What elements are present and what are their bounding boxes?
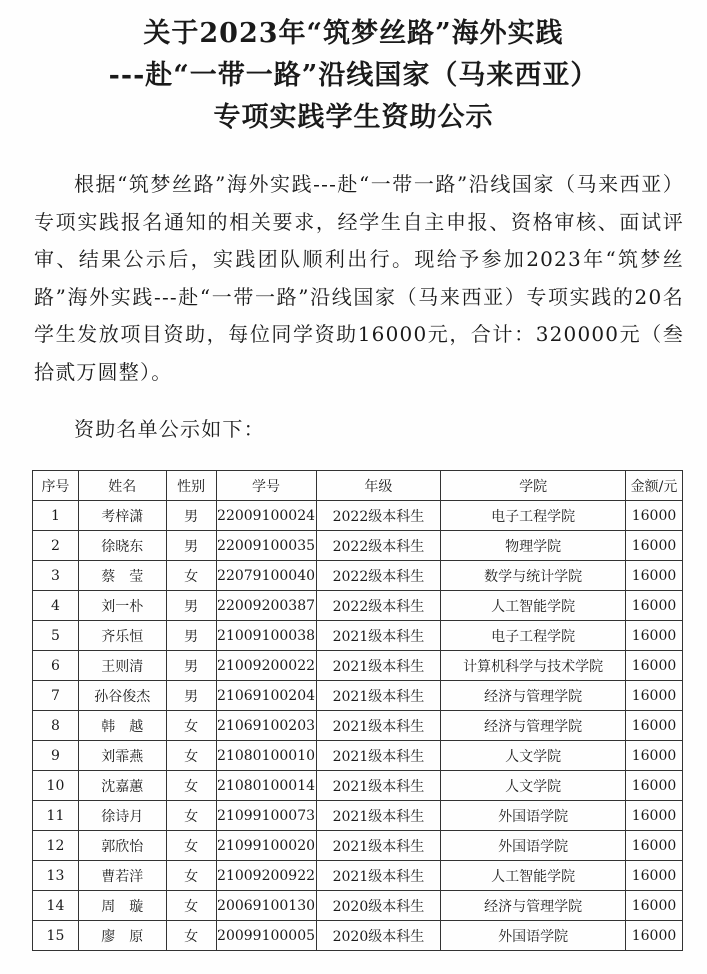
cell-grade: 2021级本科生 xyxy=(316,681,441,711)
list-intro: 资助名单公示如下： xyxy=(74,417,265,441)
cell-grade: 2020级本科生 xyxy=(316,921,441,951)
table-row xyxy=(33,681,683,711)
cell-college: 经济与管理学院 xyxy=(441,891,626,921)
cell-college: 人工智能学院 xyxy=(441,591,626,621)
cell-gender: 男 xyxy=(166,531,216,561)
cell-student-id: 22009200387 xyxy=(216,591,316,621)
cell-college: 电子工程学院 xyxy=(441,501,626,531)
cell-student-id: 21099100020 xyxy=(216,831,316,861)
cell-amount: 16000 xyxy=(626,921,683,951)
cell-amount: 16000 xyxy=(626,741,683,771)
cell-grade: 2021级本科生 xyxy=(316,711,441,741)
table-row xyxy=(33,651,683,681)
table-row xyxy=(33,531,683,561)
cell-gender: 男 xyxy=(166,681,216,711)
cell-name: 韩 越 xyxy=(78,711,166,741)
cell-college: 外国语学院 xyxy=(441,921,626,951)
cell-grade: 2021级本科生 xyxy=(316,861,441,891)
cell-name: 徐诗月 xyxy=(78,801,166,831)
cell-name: 郭欣怡 xyxy=(78,831,166,861)
cell-student-id: 22079100040 xyxy=(216,561,316,591)
cell-grade: 2021级本科生 xyxy=(316,651,441,681)
cell-college: 物理学院 xyxy=(441,531,626,561)
cell-index: 10 xyxy=(33,771,79,801)
header-gender: 性别 xyxy=(166,471,216,501)
table-row xyxy=(33,921,683,951)
cell-name: 考梓潇 xyxy=(78,501,166,531)
cell-college: 经济与管理学院 xyxy=(441,681,626,711)
header-grade: 年级 xyxy=(316,471,441,501)
header-index: 序号 xyxy=(33,471,79,501)
cell-student-id: 21009100038 xyxy=(216,621,316,651)
table-row xyxy=(33,771,683,801)
cell-amount: 16000 xyxy=(626,711,683,741)
table-row xyxy=(33,891,683,921)
cell-index: 1 xyxy=(33,501,79,531)
table-body xyxy=(33,501,683,951)
cell-college: 数学与统计学院 xyxy=(441,561,626,591)
cell-student-id: 20069100130 xyxy=(216,891,316,921)
cell-grade: 2022级本科生 xyxy=(316,501,441,531)
cell-college: 外国语学院 xyxy=(441,801,626,831)
header-amount: 金额/元 xyxy=(626,471,683,501)
cell-student-id: 21069100204 xyxy=(216,681,316,711)
cell-index: 11 xyxy=(33,801,79,831)
table-row xyxy=(33,711,683,741)
cell-amount: 16000 xyxy=(626,561,683,591)
cell-grade: 2021级本科生 xyxy=(316,741,441,771)
cell-grade: 2021级本科生 xyxy=(316,621,441,651)
cell-grade: 2021级本科生 xyxy=(316,831,441,861)
cell-amount: 16000 xyxy=(626,771,683,801)
header-college: 学院 xyxy=(441,471,626,501)
title-line-1: 关于2023年“筑梦丝路”海外实践 xyxy=(143,18,564,49)
cell-amount: 16000 xyxy=(626,621,683,651)
cell-college: 计算机科学与技术学院 xyxy=(441,651,626,681)
cell-student-id: 22009100035 xyxy=(216,531,316,561)
cell-amount: 16000 xyxy=(626,501,683,531)
cell-name: 王则清 xyxy=(78,651,166,681)
cell-grade: 2021级本科生 xyxy=(316,771,441,801)
table-row xyxy=(33,501,683,531)
cell-gender: 女 xyxy=(166,711,216,741)
cell-name: 周 璇 xyxy=(78,891,166,921)
cell-name: 刘一朴 xyxy=(78,591,166,621)
cell-index: 14 xyxy=(33,891,79,921)
cell-index: 8 xyxy=(33,711,79,741)
table-row xyxy=(33,621,683,651)
funding-table xyxy=(32,470,683,951)
cell-college: 外国语学院 xyxy=(441,831,626,861)
cell-gender: 女 xyxy=(166,801,216,831)
cell-index: 15 xyxy=(33,921,79,951)
cell-gender: 女 xyxy=(166,831,216,861)
cell-student-id: 21080100010 xyxy=(216,741,316,771)
table-header-row xyxy=(33,471,683,501)
cell-amount: 16000 xyxy=(626,591,683,621)
cell-index: 2 xyxy=(33,531,79,561)
cell-student-id: 21009200022 xyxy=(216,651,316,681)
cell-index: 5 xyxy=(33,621,79,651)
body-paragraph-container xyxy=(34,166,684,391)
cell-name: 刘霏燕 xyxy=(78,741,166,771)
cell-amount: 16000 xyxy=(626,531,683,561)
header-student-id: 学号 xyxy=(216,471,316,501)
cell-student-id: 21009200922 xyxy=(216,861,316,891)
cell-grade: 2021级本科生 xyxy=(316,801,441,831)
cell-gender: 男 xyxy=(166,501,216,531)
cell-name: 沈嘉蕙 xyxy=(78,771,166,801)
cell-gender: 男 xyxy=(166,651,216,681)
cell-amount: 16000 xyxy=(626,801,683,831)
header-name: 姓名 xyxy=(78,471,166,501)
title-line-2: ---赴“一带一路”沿线国家（马来西亚） xyxy=(108,60,599,91)
cell-name: 孙谷俊杰 xyxy=(78,681,166,711)
cell-college: 人工智能学院 xyxy=(441,861,626,891)
cell-gender: 女 xyxy=(166,921,216,951)
cell-gender: 女 xyxy=(166,741,216,771)
cell-gender: 女 xyxy=(166,861,216,891)
cell-index: 6 xyxy=(33,651,79,681)
cell-name: 徐晓东 xyxy=(78,531,166,561)
cell-college: 人文学院 xyxy=(441,771,626,801)
cell-index: 9 xyxy=(33,741,79,771)
cell-grade: 2020级本科生 xyxy=(316,891,441,921)
cell-grade: 2022级本科生 xyxy=(316,561,441,591)
cell-college: 经济与管理学院 xyxy=(441,711,626,741)
table-row xyxy=(33,861,683,891)
table-row xyxy=(33,831,683,861)
cell-college: 电子工程学院 xyxy=(441,621,626,651)
cell-student-id: 22009100024 xyxy=(216,501,316,531)
table-row xyxy=(33,741,683,771)
cell-gender: 男 xyxy=(166,621,216,651)
cell-grade: 2022级本科生 xyxy=(316,591,441,621)
cell-gender: 女 xyxy=(166,771,216,801)
cell-gender: 男 xyxy=(166,591,216,621)
cell-name: 廖 原 xyxy=(78,921,166,951)
table-row xyxy=(33,561,683,591)
cell-index: 3 xyxy=(33,561,79,591)
cell-index: 12 xyxy=(33,831,79,861)
cell-name: 曹若洋 xyxy=(78,861,166,891)
cell-amount: 16000 xyxy=(626,891,683,921)
cell-grade: 2022级本科生 xyxy=(316,531,441,561)
cell-student-id: 20099100005 xyxy=(216,921,316,951)
cell-amount: 16000 xyxy=(626,681,683,711)
cell-college: 人文学院 xyxy=(441,741,626,771)
cell-student-id: 21099100073 xyxy=(216,801,316,831)
cell-gender: 女 xyxy=(166,561,216,591)
cell-index: 7 xyxy=(33,681,79,711)
cell-index: 4 xyxy=(33,591,79,621)
cell-name: 齐乐恒 xyxy=(78,621,166,651)
cell-index: 13 xyxy=(33,861,79,891)
body-paragraph: 根据“筑梦丝路”海外实践---赴“一带一路”沿线国家（马来西亚）专项实践报名通知的相关要求，经学生自主申报、资格审核、面试评审、结果公示后，实践团队顺利出行。现给予参加2023年“筑梦丝路”海外实践---赴“一带一路”沿线国家（马来西亚）专项实践的20名学生发放项目资助，每位同学资助16000元，合计：320000元（叁拾贰万圆整）。 xyxy=(34,172,684,384)
cell-student-id: 21069100203 xyxy=(216,711,316,741)
cell-name: 蔡 莹 xyxy=(78,561,166,591)
cell-gender: 女 xyxy=(166,891,216,921)
cell-amount: 16000 xyxy=(626,861,683,891)
cell-student-id: 21080100014 xyxy=(216,771,316,801)
title-line-3: 专项实践学生资助公示 xyxy=(213,102,494,133)
cell-amount: 16000 xyxy=(626,651,683,681)
table-row xyxy=(33,591,683,621)
table-row xyxy=(33,801,683,831)
cell-amount: 16000 xyxy=(626,831,683,861)
